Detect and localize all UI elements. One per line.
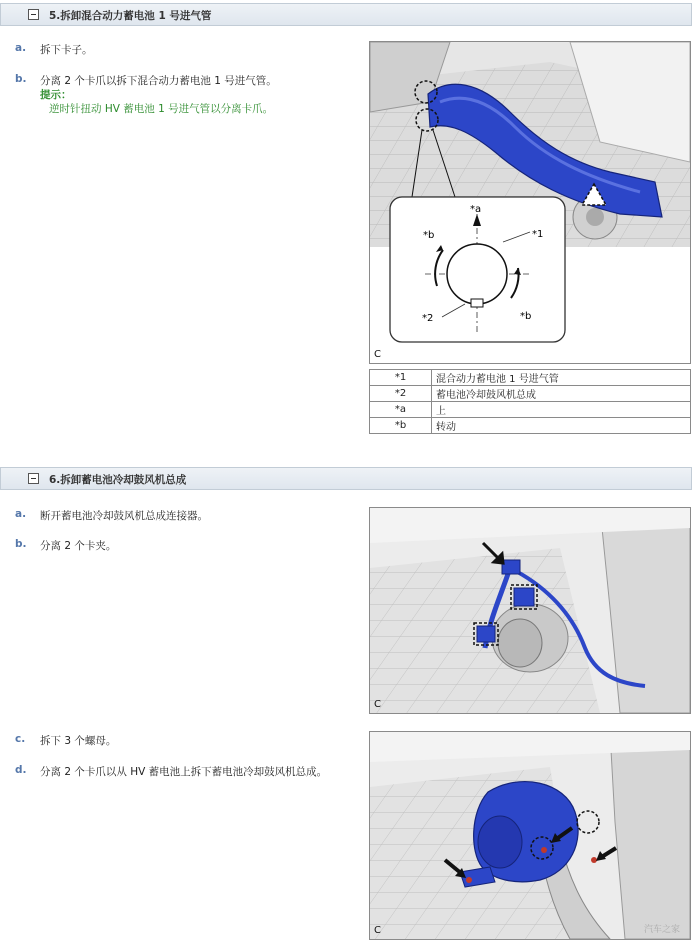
step-letter: c. <box>15 733 26 745</box>
step-letter: a. <box>15 508 27 520</box>
legend-value: 混合动力蓄电池 1 号进气管 <box>432 370 691 386</box>
figure-blower-assembly <box>369 731 691 940</box>
legend-value: 上 <box>432 402 691 418</box>
callout-a: *a <box>470 204 482 215</box>
legend-row <box>370 370 691 386</box>
tip-text: 逆时针扭动 HV 蓄电池 1 号进气管以分离卡爪。 <box>49 103 274 115</box>
legend-value: 转动 <box>432 418 691 434</box>
legend-row <box>370 418 691 434</box>
step-text: 断开蓄电池冷却鼓风机总成连接器。 <box>40 510 208 522</box>
step-letter: b. <box>15 73 27 85</box>
legend-key: *b <box>370 418 432 434</box>
step-letter: a. <box>15 42 27 54</box>
step-letter: d. <box>15 764 27 776</box>
figure-corner-letter: C <box>374 349 381 360</box>
collapse-icon[interactable] <box>28 473 39 484</box>
figure-intake-duct <box>369 41 691 364</box>
section-5-header[interactable] <box>0 3 692 26</box>
legend-key: *a <box>370 402 432 418</box>
collapse-icon[interactable] <box>28 9 39 20</box>
figure-corner-letter: C <box>374 925 381 936</box>
legend-row <box>370 386 691 402</box>
blower-assembly-illustration <box>370 732 690 939</box>
step-text: 分离 2 个卡爪以拆下混合动力蓄电池 1 号进气管。 <box>40 75 277 87</box>
step-letter: b. <box>15 538 27 550</box>
section-5-title: 5.拆卸混合动力蓄电池 1 号进气管 <box>49 10 212 22</box>
watermark: 汽车之家 <box>643 925 680 935</box>
step-text: 分离 2 个卡爪以从 HV 蓄电池上拆下蓄电池冷却鼓风机总成。 <box>40 766 328 778</box>
legend-row <box>370 402 691 418</box>
legend-table <box>369 369 691 434</box>
step-text: 拆下 3 个螺母。 <box>40 735 117 747</box>
step-text: 分离 2 个卡夹。 <box>40 540 117 552</box>
step-text: 拆下卡子。 <box>40 44 93 56</box>
legend-key: *2 <box>370 386 432 402</box>
callout-b-left: *b <box>423 230 435 241</box>
figure-connector-clamps <box>369 507 691 714</box>
legend-value: 蓄电池冷却鼓风机总成 <box>432 386 691 402</box>
legend-key: *1 <box>370 370 432 386</box>
callout-2: *2 <box>422 313 434 324</box>
section-6-header[interactable] <box>0 467 692 490</box>
section-6-title: 6.拆卸蓄电池冷却鼓风机总成 <box>49 474 187 486</box>
callout-1: *1 <box>532 229 544 240</box>
callout-b-right: *b <box>520 311 532 322</box>
intake-duct-illustration <box>370 42 690 363</box>
tip-label: 提示： <box>40 89 72 101</box>
connector-clamps-illustration <box>370 508 690 713</box>
figure-corner-letter: C <box>374 699 381 710</box>
